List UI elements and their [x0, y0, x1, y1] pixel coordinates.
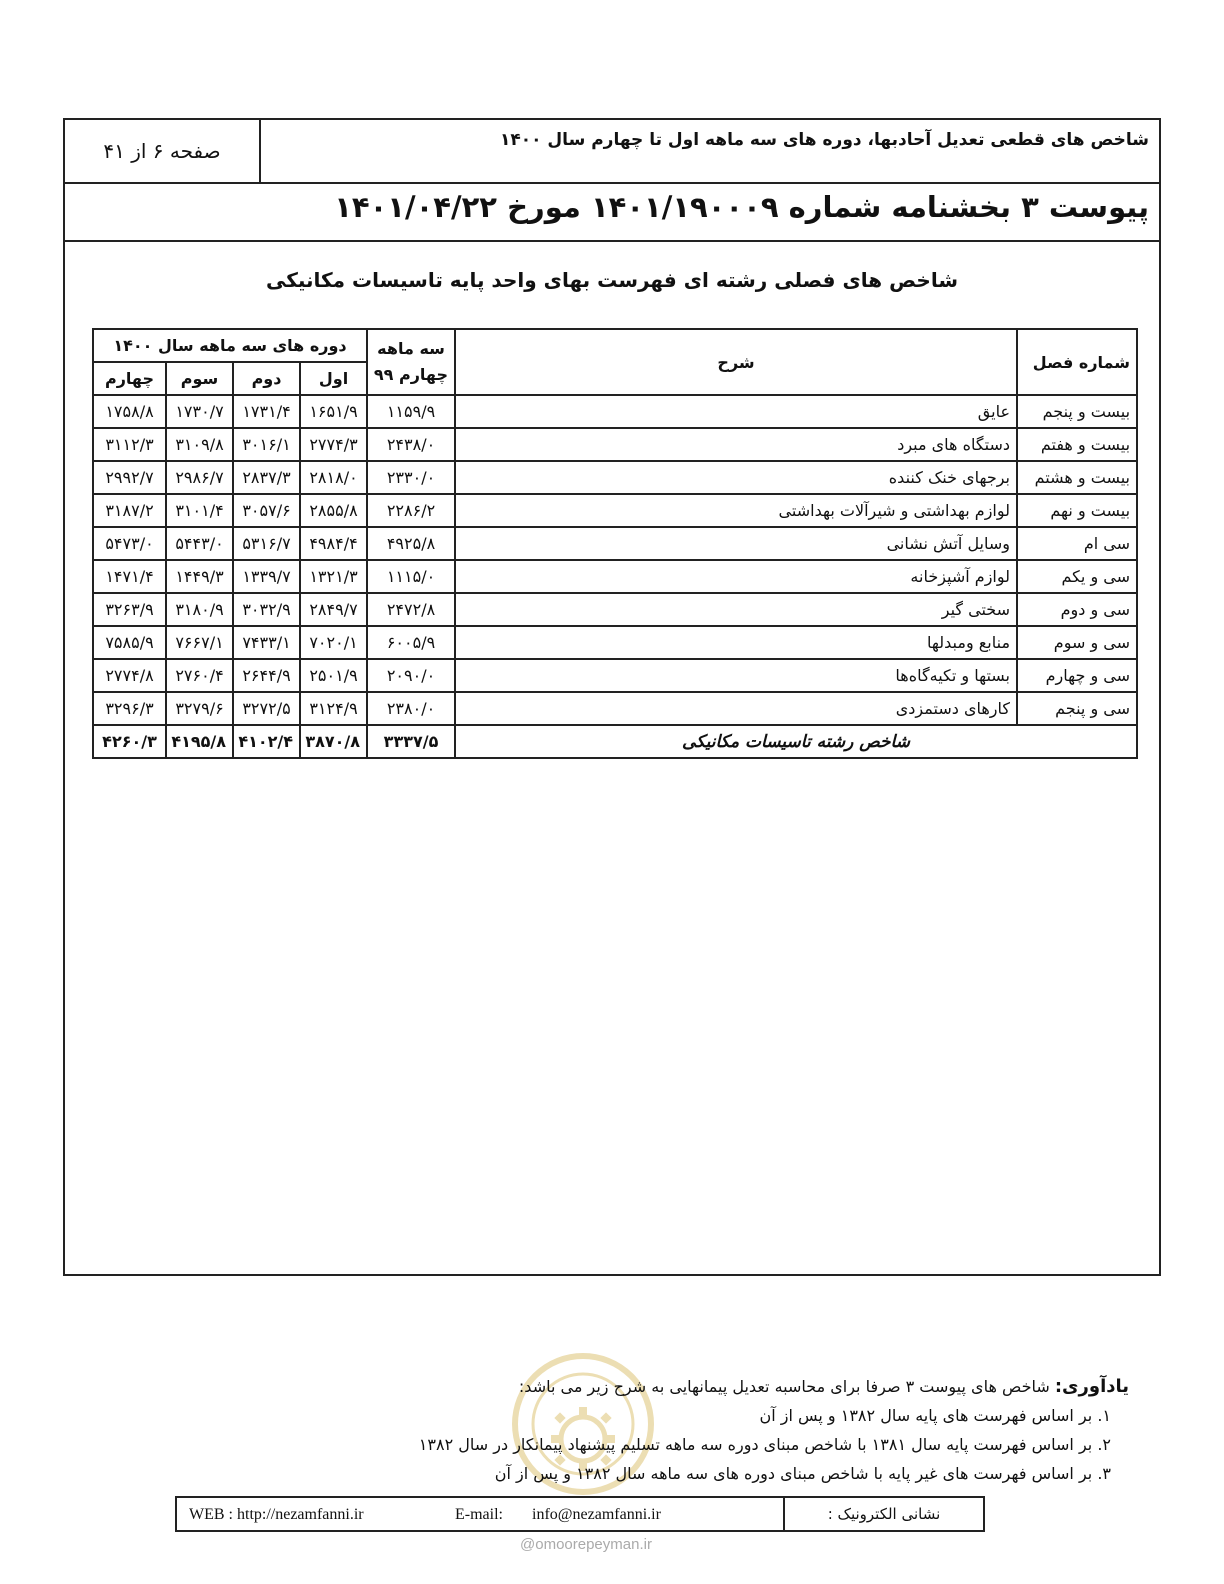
header-description: شرح	[455, 329, 1017, 395]
total-q2: ۴۱۰۲/۴	[233, 725, 300, 758]
cell-q4: ۲۷۷۴/۸	[93, 659, 166, 692]
cell-q3: ۷۶۶۷/۱	[166, 626, 233, 659]
cell-q4: ۲۹۹۲/۷	[93, 461, 166, 494]
total-q1: ۳۸۷۰/۸	[300, 725, 367, 758]
header-q3: سوم	[166, 362, 233, 395]
cell-q1: ۲۸۴۹/۷	[300, 593, 367, 626]
cell-q4: ۱۷۵۸/۸	[93, 395, 166, 428]
header-base-period	[367, 329, 455, 395]
cell-chapter: سی و سوم	[1017, 626, 1137, 659]
table-row	[93, 395, 1137, 428]
cell-q2: ۱۷۳۱/۴	[233, 395, 300, 428]
page-frame	[63, 118, 1161, 1276]
cell-chapter: بیست و هفتم	[1017, 428, 1137, 461]
cell-description: لوازم بهداشتی و شیرآلات بهداشتی	[455, 494, 1017, 527]
table-title: شاخص های فصلی رشته ای فهرست بهای واحد پایه تاسیسات مکانیکی	[266, 268, 958, 292]
cell-q1: ۲۷۷۴/۳	[300, 428, 367, 461]
cell-chapter: بیست و هشتم	[1017, 461, 1137, 494]
cell-q4: ۳۲۹۶/۳	[93, 692, 166, 725]
cell-q3: ۳۱۰۱/۴	[166, 494, 233, 527]
circular-row	[65, 182, 1159, 242]
cell-chapter: سی و یکم	[1017, 560, 1137, 593]
cell-chapter: سی و دوم	[1017, 593, 1137, 626]
cell-q4: ۳۱۸۷/۲	[93, 494, 166, 527]
cell-description: دستگاه های مبرد	[455, 428, 1017, 461]
cell-base: ۱۱۵۹/۹	[367, 395, 455, 428]
contact-label: نشانی الکترونیک :	[783, 1498, 983, 1530]
document-title: شاخص های قطعی تعدیل آحادبها، دوره های سه ماهه اول تا چهارم سال ۱۴۰۰	[500, 130, 1149, 150]
cell-chapter: سی و پنجم	[1017, 692, 1137, 725]
cell-q3: ۵۴۴۳/۰	[166, 527, 233, 560]
index-table	[92, 328, 1138, 759]
notes-intro: شاخص های پیوست ۳ صرفا برای محاسبه تعدیل پیمانهایی به شرح زیر می باشد:	[518, 1377, 1050, 1396]
cell-q1: ۳۱۲۴/۹	[300, 692, 367, 725]
note-item: ۱. بر اساس فهرست های پایه سال ۱۳۸۲ و پس از آن	[759, 1406, 1111, 1425]
cell-q2: ۵۳۱۶/۷	[233, 527, 300, 560]
cell-base: ۲۰۹۰/۰	[367, 659, 455, 692]
cell-q1: ۲۸۱۸/۰	[300, 461, 367, 494]
cell-description: وسایل آتش نشانی	[455, 527, 1017, 560]
cell-q1: ۲۸۵۵/۸	[300, 494, 367, 527]
cell-chapter: سی ام	[1017, 527, 1137, 560]
cell-q2: ۷۴۳۳/۱	[233, 626, 300, 659]
table-row	[93, 461, 1137, 494]
cell-q1: ۱۶۵۱/۹	[300, 395, 367, 428]
table-row	[93, 593, 1137, 626]
circular-reference: پیوست ۳ بخشنامه شماره ۱۴۰۱/۱۹۰۰۰۹ مورخ ۱۴۰۱/۰۴/۲۲	[334, 190, 1149, 224]
cell-description: منابع ومبدلها	[455, 626, 1017, 659]
cell-q3: ۱۴۴۹/۳	[166, 560, 233, 593]
cell-base: ۲۳۸۰/۰	[367, 692, 455, 725]
cell-description: برجهای خنک کننده	[455, 461, 1017, 494]
cell-q2: ۱۳۳۹/۷	[233, 560, 300, 593]
cell-q1: ۴۹۸۴/۴	[300, 527, 367, 560]
header-base-line1: سه ماهه	[377, 339, 445, 358]
table-row	[93, 692, 1137, 725]
cell-q3: ۳۱۰۹/۸	[166, 428, 233, 461]
cell-base: ۶۰۰۵/۹	[367, 626, 455, 659]
cell-q2: ۳۰۱۶/۱	[233, 428, 300, 461]
cell-q4: ۱۴۷۱/۴	[93, 560, 166, 593]
cell-description: بستها و تکیه‌گاه‌ها	[455, 659, 1017, 692]
page-number: صفحه ۶ از ۴۱	[65, 120, 261, 182]
header-periods: دوره های سه ماهه سال ۱۴۰۰	[93, 329, 367, 362]
cell-base: ۲۲۸۶/۲	[367, 494, 455, 527]
website-link[interactable]: WEB : http://nezamfanni.ir	[189, 1506, 364, 1523]
header-q1: اول	[300, 362, 367, 395]
total-row	[93, 725, 1137, 758]
header-row	[65, 120, 1159, 184]
cell-base: ۲۴۳۸/۰	[367, 428, 455, 461]
cell-base: ۲۴۷۲/۸	[367, 593, 455, 626]
table-row	[93, 494, 1137, 527]
total-base: ۳۳۳۷/۵	[367, 725, 455, 758]
cell-q4: ۷۵۸۵/۹	[93, 626, 166, 659]
header-chapter: شماره فصل	[1017, 329, 1137, 395]
cell-q3: ۲۷۶۰/۴	[166, 659, 233, 692]
note-item: ۲. بر اساس فهرست پایه سال ۱۳۸۱ با شاخص مبنای دوره سه ماهه تسلیم پیشنهاد پیمانکار در سال ۱۳۸۲	[418, 1435, 1111, 1454]
cell-q2: ۳۲۷۲/۵	[233, 692, 300, 725]
total-label: شاخص رشته تاسیسات مکانیکی	[455, 725, 1137, 758]
note-item: ۳. بر اساس فهرست های غیر پایه با شاخص مبنای دوره های سه ماهه سال ۱۳۸۲ و پس از آن	[494, 1464, 1111, 1483]
email-label: E-mail:	[455, 1506, 503, 1523]
notes-section	[229, 1372, 1129, 1488]
cell-base: ۱۱۱۵/۰	[367, 560, 455, 593]
cell-chapter: سی و چهارم	[1017, 659, 1137, 692]
cell-base: ۴۹۲۵/۸	[367, 527, 455, 560]
cell-q4: ۳۱۱۲/۳	[93, 428, 166, 461]
table-row	[93, 428, 1137, 461]
cell-description: کارهای دستمزدی	[455, 692, 1017, 725]
cell-q4: ۵۴۷۳/۰	[93, 527, 166, 560]
cell-q3: ۲۹۸۶/۷	[166, 461, 233, 494]
contact-footer	[175, 1496, 985, 1532]
notes-lead: یادآوری:	[1054, 1376, 1129, 1397]
cell-q4: ۳۲۶۳/۹	[93, 593, 166, 626]
cell-q3: ۳۱۸۰/۹	[166, 593, 233, 626]
cell-q1: ۲۵۰۱/۹	[300, 659, 367, 692]
email-link[interactable]: info@nezamfanni.ir	[532, 1506, 661, 1523]
cell-q3: ۱۷۳۰/۷	[166, 395, 233, 428]
table-row	[93, 626, 1137, 659]
cell-q3: ۳۲۷۹/۶	[166, 692, 233, 725]
watermark-url: @omoorepeyman.ir	[520, 1536, 652, 1553]
cell-q1: ۷۰۲۰/۱	[300, 626, 367, 659]
cell-q2: ۲۸۳۷/۳	[233, 461, 300, 494]
header-q4: چهارم	[93, 362, 166, 395]
total-q3: ۴۱۹۵/۸	[166, 725, 233, 758]
cell-q2: ۳۰۳۲/۹	[233, 593, 300, 626]
cell-q2: ۳۰۵۷/۶	[233, 494, 300, 527]
cell-chapter: بیست و نهم	[1017, 494, 1137, 527]
cell-description: سختی گیر	[455, 593, 1017, 626]
table-row	[93, 560, 1137, 593]
notes-intro-line	[229, 1372, 1129, 1401]
header-base-line2: چهارم ۹۹	[373, 365, 449, 384]
cell-base: ۲۳۳۰/۰	[367, 461, 455, 494]
cell-description: عایق	[455, 395, 1017, 428]
cell-q2: ۲۶۴۴/۹	[233, 659, 300, 692]
total-q4: ۴۲۶۰/۳	[93, 725, 166, 758]
cell-chapter: بیست و پنجم	[1017, 395, 1137, 428]
table-row	[93, 659, 1137, 692]
cell-description: لوازم آشپزخانه	[455, 560, 1017, 593]
header-q2: دوم	[233, 362, 300, 395]
cell-q1: ۱۳۲۱/۳	[300, 560, 367, 593]
table-row	[93, 527, 1137, 560]
